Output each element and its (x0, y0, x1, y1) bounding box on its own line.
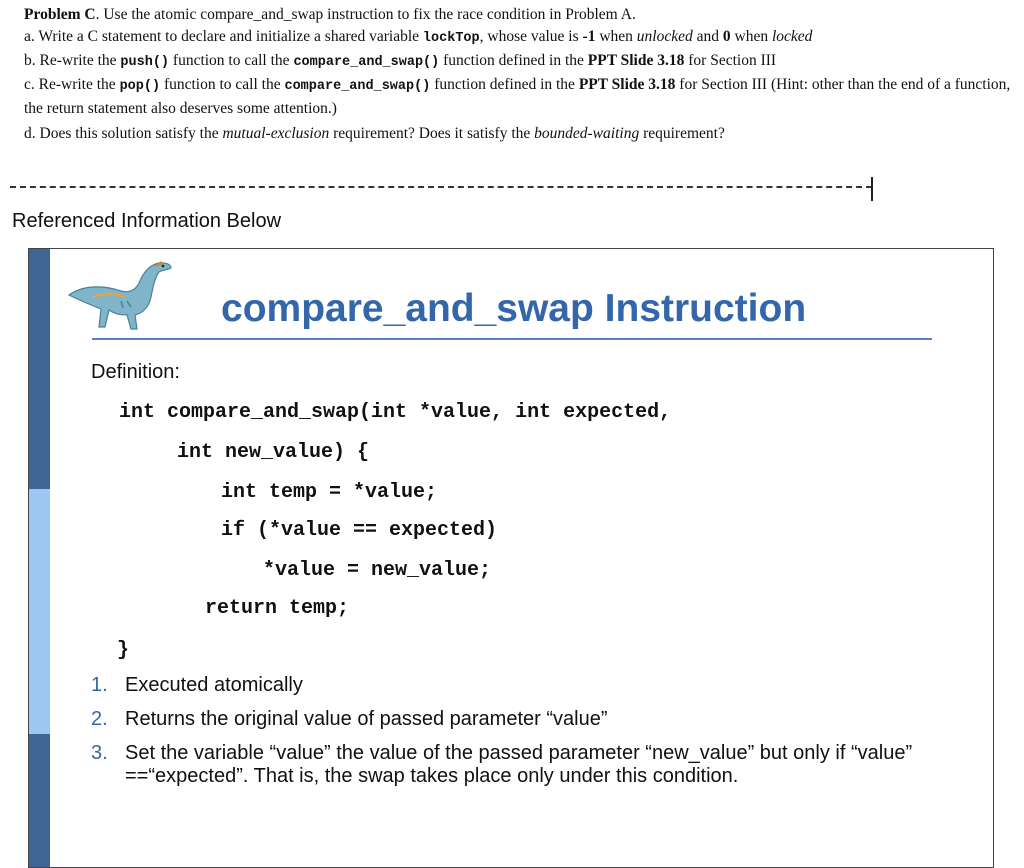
code-line-4: if (*value == expected) (221, 519, 498, 542)
slide-side-bar-top (29, 249, 50, 489)
slide-title: compare_and_swap Instruction (221, 287, 807, 330)
dashed-divider (10, 186, 872, 188)
list-text: Returns the original value of passed parameter “value” (125, 708, 608, 730)
title-underline (92, 338, 932, 340)
list-text: Set the variable “value” the value of the passed parameter “new_value” but only if “value” ==“expected”. That is, the swap takes place only under this condition. (125, 742, 913, 787)
problem-part-a: a. Write a C statement to declare and initialize a shared variable lockTop, whose value is -1 when unlocked and 0 when locked (24, 28, 813, 46)
code-line-7: } (117, 639, 130, 662)
reference-slide (28, 248, 994, 868)
slide-side-bar-bottom (29, 734, 50, 868)
code-line-1: int compare_and_swap(int *value, int expected, (119, 401, 672, 424)
slide-side-bar-middle (29, 489, 50, 734)
problem-statement (24, 4, 1014, 145)
problem-part-b: b. Re-write the push() function to call the compare_and_swap() function defined in the PPT Slide 3.18 for Section III (24, 52, 777, 70)
divider-cursor-mark (871, 177, 873, 201)
problem-intro: Problem C. Use the atomic compare_and_swap instruction to fix the race condition in Problem A. (24, 6, 636, 23)
list-number: 2. (91, 708, 108, 730)
code-line-3: int temp = *value; (221, 481, 438, 504)
list-item (91, 708, 951, 731)
referenced-heading: Referenced Information Below (12, 210, 282, 232)
list-item (91, 742, 951, 788)
list-number: 3. (91, 742, 108, 764)
dinosaur-logo-icon (63, 255, 175, 337)
definition-label: Definition: (91, 361, 180, 383)
code-line-2: int new_value) { (177, 441, 370, 464)
list-text: Executed atomically (125, 674, 303, 696)
problem-part-d: d. Does this solution satisfy the mutual-exclusion requirement? Does it satisfy the bounded-waiting requirement? (24, 125, 725, 142)
list-number: 1. (91, 674, 108, 696)
list-item (91, 674, 951, 697)
key-points-list (91, 674, 951, 799)
code-line-6: return temp; (205, 597, 350, 620)
problem-part-c: c. Re-write the pop() function to call the compare_and_swap() function defined in the PPT Slide 3.18 for Section III (Hint: other than the end of a function, the return statement also deserves some attention.) (24, 76, 1011, 117)
code-line-5: *value = new_value; (263, 559, 492, 582)
